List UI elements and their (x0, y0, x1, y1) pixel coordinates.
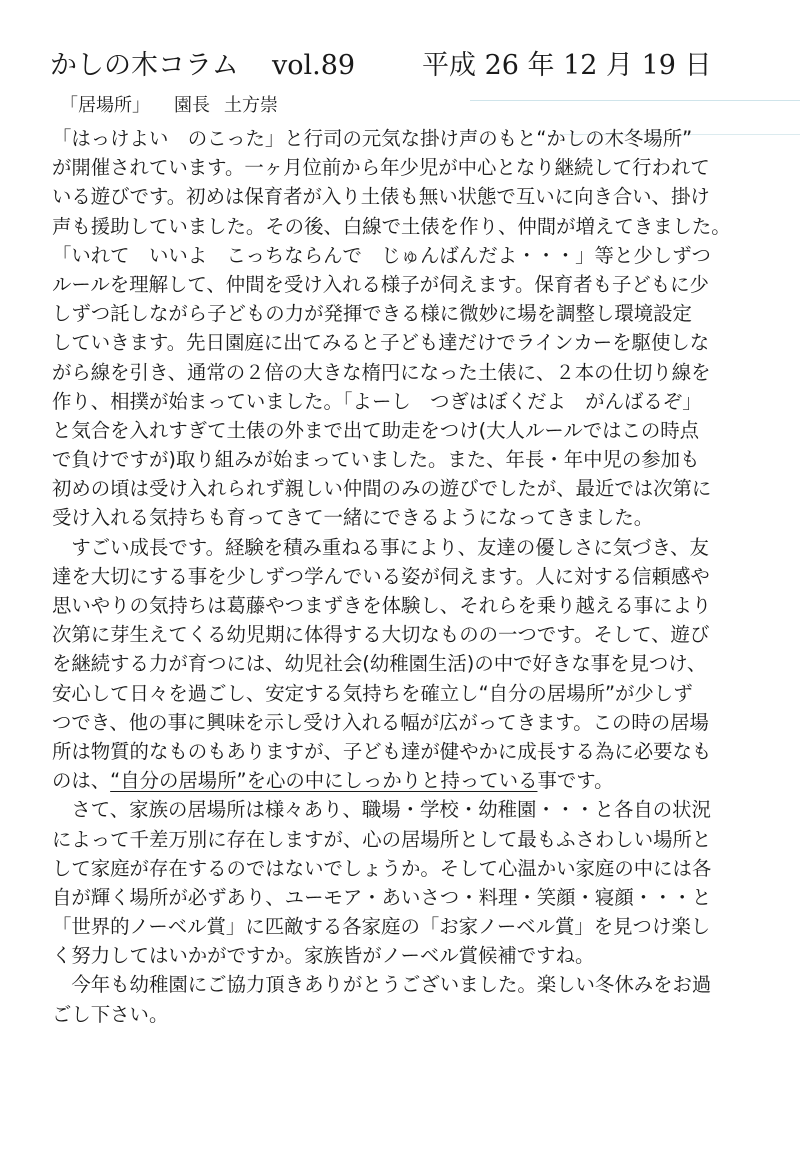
scan-artifact-line (470, 100, 800, 101)
body-line: 声も援助していました。その後、白線で土俵を作り、仲間が増えてきました。 (52, 214, 731, 238)
underlined-line-prefix: のは、 (52, 769, 111, 793)
body-line: を継続する力が育つには、幼児社会(幼稚園生活)の中で好きな事を見つけ、 (52, 652, 707, 676)
volume-number: vol.89 (272, 50, 356, 81)
body-line: 所は物質的なものもありますが、子ども達が健やかに成長する為に必要なも (52, 739, 712, 763)
body-line: がら線を引き、通常の２倍の大きな楕円になった土俵に、２本の仕切り線を (52, 360, 711, 384)
article-title: 「居場所」 (60, 95, 150, 116)
body-line: で負けですが)取り組みが始まっていました。また、年長・年中児の参加も (52, 448, 700, 472)
body-line: 安心して日々を過ごし、安定する気持ちを確立し“自分の居場所”が少しず (52, 681, 693, 705)
body-line: いる遊びです。初めは保育者が入り土俵も無い状態で互いに向き合い、掛け (52, 185, 710, 209)
body-line: 達を大切にする事を少しずつ学んでいる姿が伺えます。人に対する信頼感や (52, 564, 710, 588)
author-name: 土方崇 (224, 95, 278, 116)
body-line (52, 766, 752, 795)
body-line: が開催されています。一ヶ月位前から年少児が中心となり継続して行われて (52, 156, 710, 180)
body-line: 次第に芽生えてくる幼児期に体得する大切なものの一つです。そして、遊び (52, 623, 710, 647)
column-name: かしの木コラム (50, 50, 239, 81)
body-line: して家庭が存在するのではないでしょうか。そして心温かい家庭の中には各 (52, 856, 712, 880)
body-line: 受け入れる気持ちも育ってきて一緒にできるようになってきました。 (52, 506, 654, 530)
body-line: 思いやりの気持ちは葛藤やつまずきを体験し、それらを乗り越える事により (52, 594, 712, 617)
body-line: 自が輝く場所が必ずあり、ユーモア・あいさつ・料理・笑顔・寝顔・・・と (52, 885, 712, 909)
body-line: く努力してはいかがですか。家族皆がノーベル賞候補ですね。 (52, 944, 595, 968)
body-line: しずつ託しながら子どもの力が発揮できる様に微妙に場を調整し環境設定 (52, 302, 692, 326)
issue-date: 平成 26 年 12 月 19 日 (422, 50, 712, 81)
underlined-line-suffix: 事です。 (537, 769, 614, 793)
body-line: 作り、相撲が始まっていました。「よーし つぎはぼくだよ がんばるぞ」 (52, 389, 702, 413)
body-line: 今年も幼稚園にご協力頂きありがとうございました。楽しい冬休みをお過 (52, 973, 712, 997)
author-role: 園長 (174, 95, 210, 116)
body-line: ルールを理解して、仲間を受け入れる様子が伺えます。保育者も子どもに少 (52, 272, 709, 296)
article-body (52, 124, 752, 1029)
body-line: 「世界的ノーベル賞」に匹敵する各家庭の「お家ノーベル賞」を見つけ楽し (52, 915, 711, 939)
body-line: 「はっけよい のこった」と行司の元気な掛け声のもと“かしの木冬場所” (52, 127, 693, 150)
body-line: によって千差万別に存在しますが、心の居場所として最もふさわしい場所と (52, 827, 712, 851)
underlined-phrase: “自分の居場所”を心の中にしっかりと持っている (110, 769, 538, 793)
body-line: ごし下さい。 (52, 1002, 169, 1026)
body-line: していきます。先日園庭に出てみると子ども達だけでラインカーを駆使しな (52, 331, 710, 355)
body-line: すごい成長です。経験を積み重ねる事により、友達の優しさに気づき、友 (52, 535, 709, 559)
body-line: 「いれて いいよ こっちならんで じゅんばんだよ・・・」等と少しずつ (52, 243, 711, 267)
body-line: 初めの頃は受け入れられず親しい仲間のみの遊びでしたが、最近では次第に (52, 477, 712, 501)
body-line: さて、家族の居場所は様々あり、職場・学校・幼稚園・・・と各自の状況 (52, 798, 711, 822)
body-line: と気合を入れすぎて土俵の外まで出て助走をつけ(大人ルールではこの時点 (52, 418, 700, 442)
article-byline (60, 92, 278, 120)
column-header (50, 44, 750, 88)
body-line: つでき、他の事に興味を示し受け入れる幅が広がってきます。この時の居場 (52, 710, 709, 734)
